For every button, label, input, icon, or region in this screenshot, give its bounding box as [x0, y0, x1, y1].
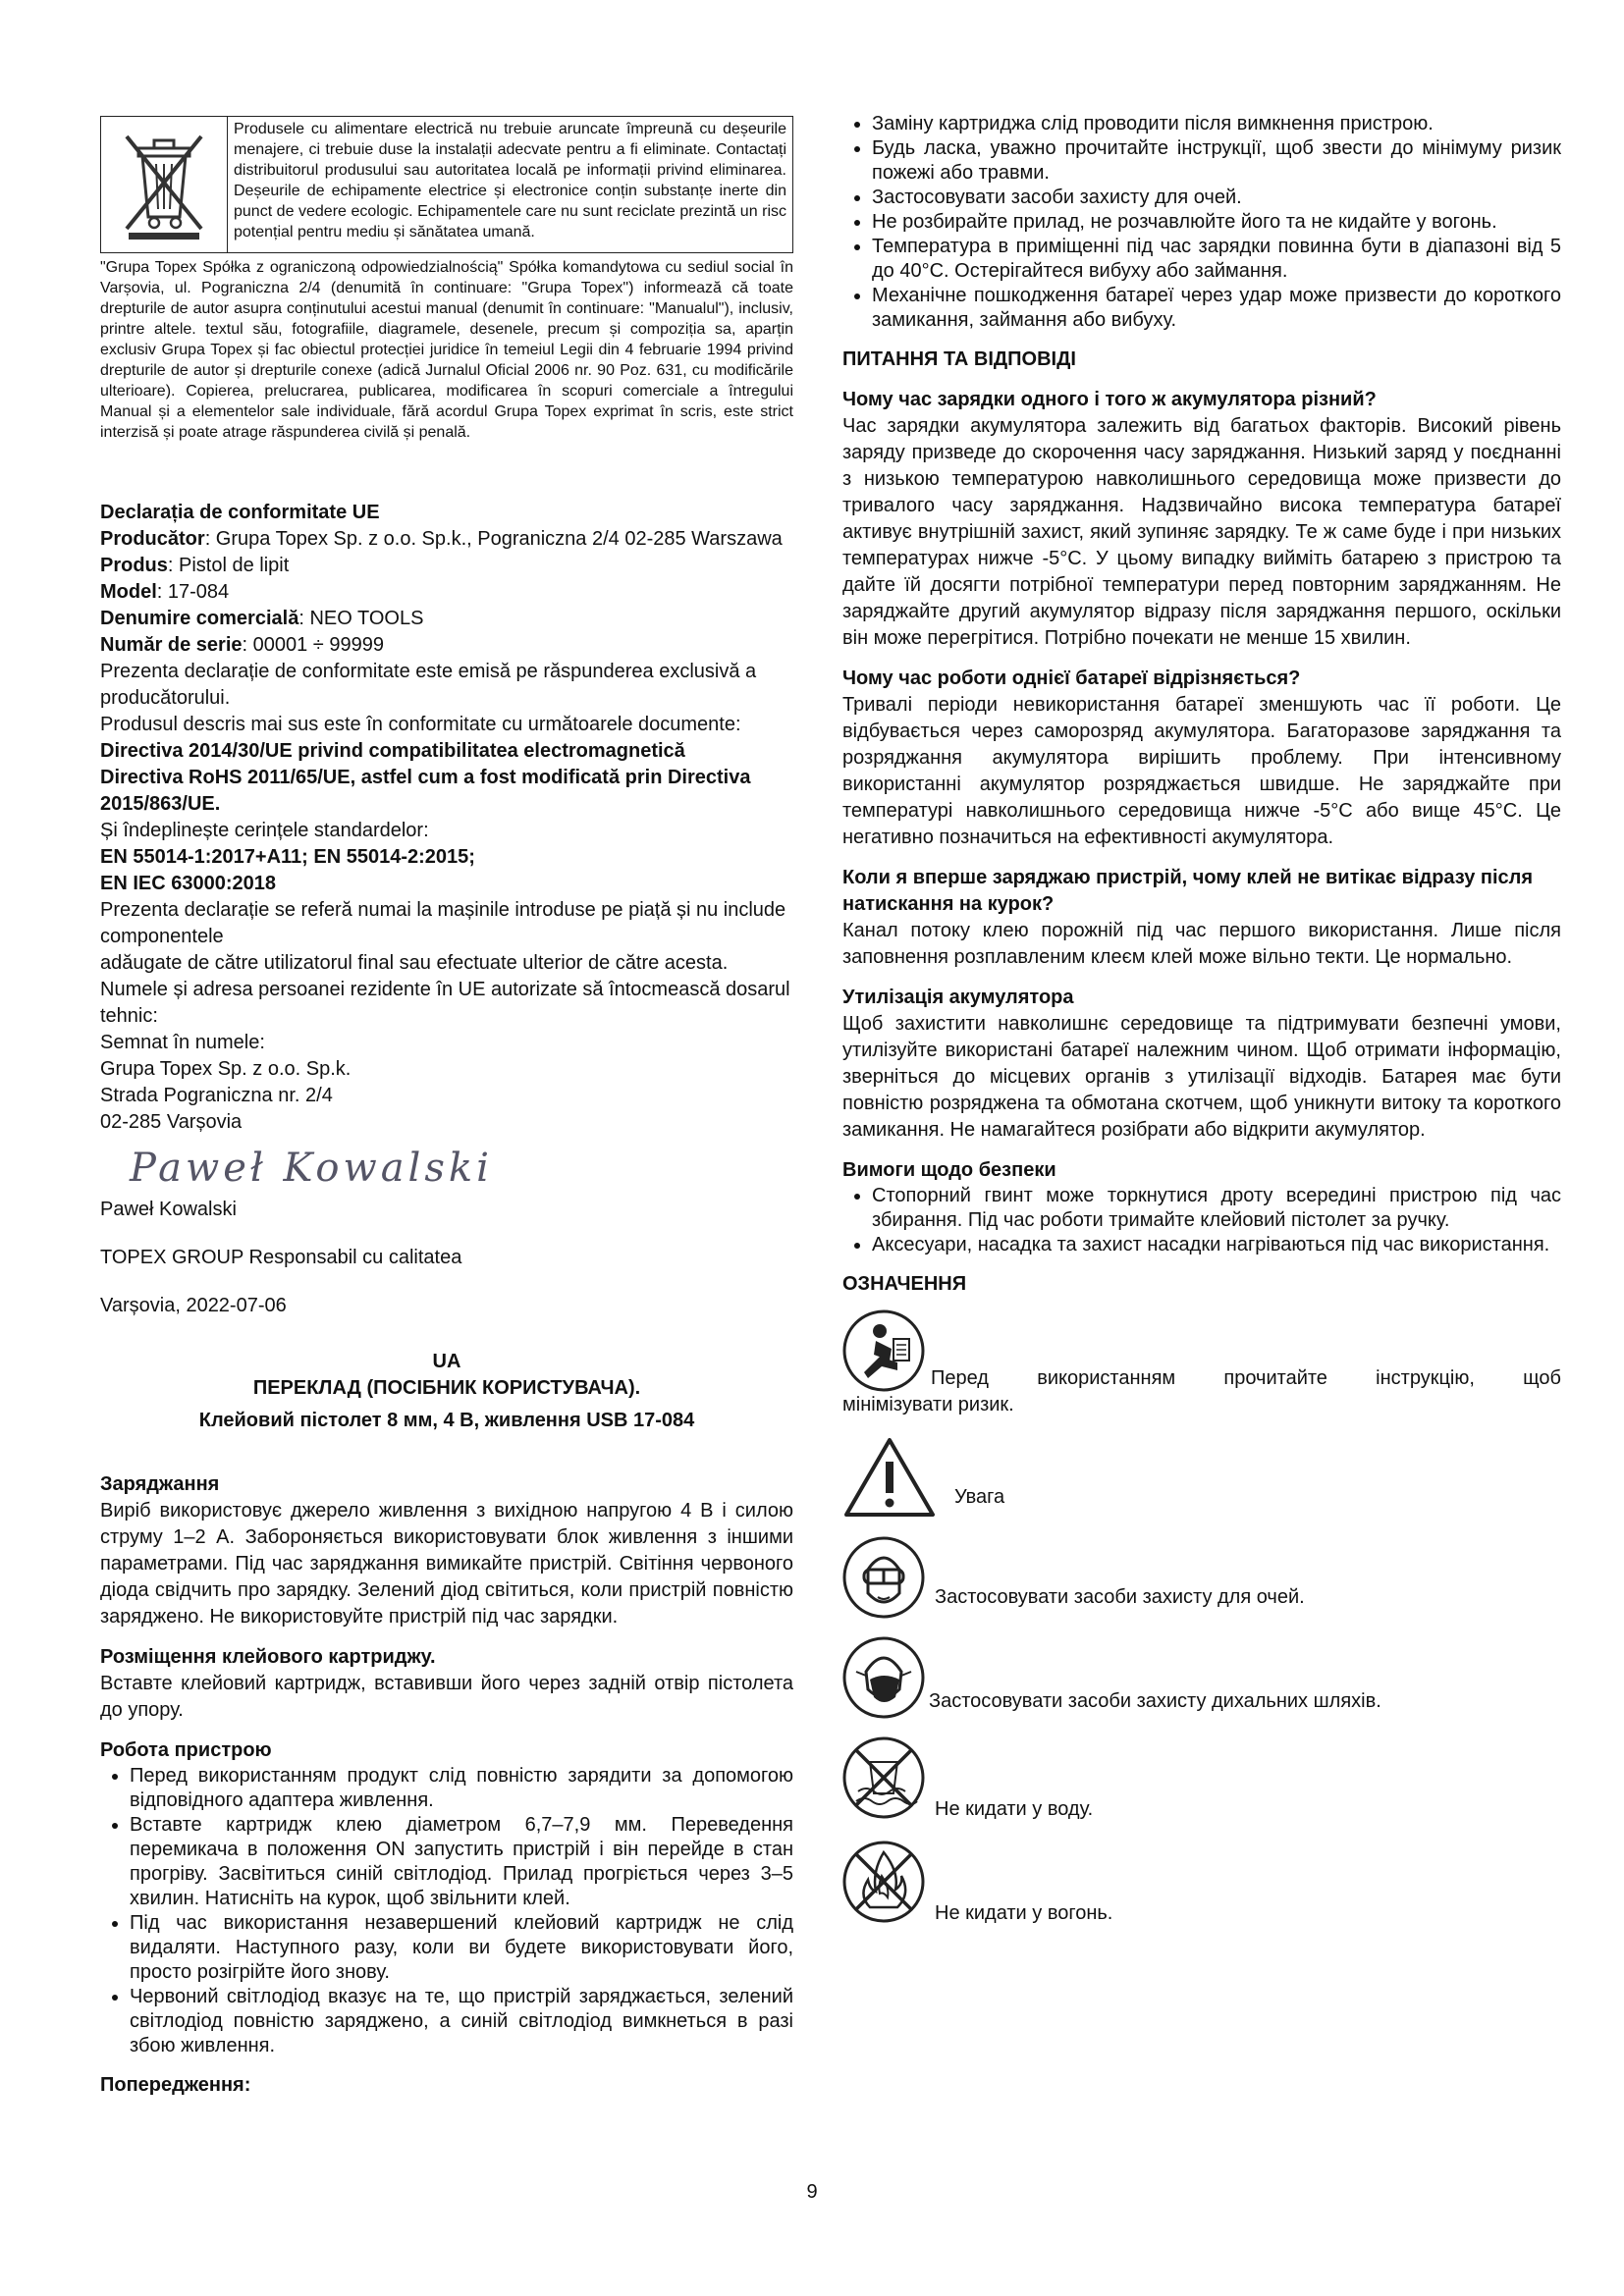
product-subtitle: Клейовий пістолет 8 мм, 4 В, живлення USB 17-084 — [198, 1410, 695, 1431]
declaration-text: Prezenta declarație de conformitate este emisă pe răspunderea exclusivă a producătorului. — [100, 661, 757, 709]
list-item: • Вставте картридж клею діаметром 6,7–7,9 мм. Переведення перемикача в положення ON запустить пристрій і він перейде в стан прогріву. Засвітиться синій світлодіод. Прилад прогріється через 3–5 хвилин. Натисніть на курок, щоб звільнити клей. — [130, 1813, 793, 1911]
answer: Канал потоку клею порожній під час першого використання. Лише після заповнення розплавленим клеєм клей може вільно текти. Це нормально. — [842, 920, 1561, 968]
warnings-list — [842, 112, 1561, 333]
symbol-read-manual — [842, 1309, 1561, 1392]
no-water-icon — [842, 1733, 925, 1823]
symbol-no-water — [842, 1733, 1561, 1823]
signatory-role: TOPEX GROUP Responsabil cu calitatea — [100, 1247, 462, 1268]
copyright-notice: "Grupa Topex Spółka z ograniczoną odpowiedzialnością" Spółka komandytowa cu sediul social în Varșovia, ul. Pograniczna 2/4 (denumită în continuare: "Grupa Topex") informează că toate drepturile de autor asupra conținutului acestui manual (denumit în continuare: "Manualul"), inclusiv, printre altele. textul său, fotografiile, diagramele, desenele, precum și compoziția sa, aparțin exclusiv Grupa Topex și fac obiectul protecției juridice în temeiul Legii din 4 februarie 1994 privind drepturile de autor și drepturile conexe (adică Jurnalul Oficial 2006 nr. 90 Poz. 631, cu modificările ulterioare). Copierea, prelucrarea, publicarea, modificarea în scopuri comerciale a întregului Manual și a elementelor sale individuale, fără acordul Grupa Topex exprimat în scris, este strict interzisă și poate atrage răspunderea civilă și penală. — [100, 259, 793, 441]
language-code: UA — [432, 1351, 461, 1372]
question: Коли я вперше заряджаю пристрій, чому клей не витікає відразу після натискання на курок? — [842, 867, 1534, 915]
symbol-eye-protection — [842, 1536, 1561, 1619]
ua-header — [100, 1349, 793, 1434]
symbol-warning — [842, 1436, 1561, 1519]
standard: EN IEC 63000:2018 — [100, 873, 277, 894]
address-line: Strada Pograniczna nr. 2/4 — [100, 1085, 333, 1106]
crossed-bin-icon — [101, 117, 228, 252]
read-manual-icon — [842, 1309, 925, 1392]
declaration — [100, 500, 793, 1319]
list-item: • Аксесуари, насадка та захист насадки нагріваються під час використання. — [872, 1233, 1561, 1257]
page-number: 9 — [806, 2181, 818, 2203]
weee-text: Produsele cu alimentare electrică nu trebuie aruncate împreună cu deșeurile menajere, ci trebuie duse la instalații adecvate pentru a fi eliminate. Contactați distribuitorul produsului sau autoritatea locală pe informații privind eliminarea. Deșeurile de echipamente electrice și electronice conțin substanțe inerte din punct de vedere ecologic. Echipamentele care nu sunt reciclate prezintă un risc potențial pentru mediu și sănătatea umană. — [234, 121, 786, 240]
address-line: Grupa Topex Sp. z o.o. Sp.k. — [100, 1058, 352, 1080]
symbol-label: Не кидати у вогонь. — [935, 1902, 1113, 1924]
symbol-label: Перед використанням прочитайте інструкцію, щоб — [931, 1367, 1561, 1389]
directive: Directiva RoHS 2011/65/UE, astfel cum a fost modificată prin Directiva 2015/863/UE. — [100, 767, 751, 815]
declaration-text: Și îndeplinește cerințele standardelor: — [100, 820, 429, 841]
serial-line: Număr de serie: 00001 ÷ 99999 — [100, 634, 384, 656]
warning-triangle-icon — [842, 1436, 937, 1519]
symbol-label: Увага — [954, 1486, 1005, 1508]
operation-heading: Робота пристрою — [100, 1739, 272, 1761]
left-column — [100, 116, 793, 2099]
directive: Directiva 2014/30/UE privind compatibilitatea electromagnetică — [100, 740, 685, 762]
symbol-label: мінімізувати ризик. — [842, 1394, 1014, 1415]
cartridge-heading: Розміщення клейового картриджу. — [100, 1646, 436, 1668]
disposal-heading: Утилізація акумулятора — [842, 987, 1074, 1008]
warnings-heading: Попередження: — [100, 2074, 251, 2096]
translation-title: ПЕРЕКЛАД (ПОСІБНИК КОРИСТУВАЧА). — [252, 1377, 641, 1399]
standard: EN 55014-1:2017+A11; EN 55014-2:2015; — [100, 846, 475, 868]
safety-heading: Вимоги щодо безпеки — [842, 1159, 1056, 1181]
weee-box — [100, 116, 793, 253]
product-line: Produs: Pistol de lipit — [100, 555, 290, 576]
list-item: • Будь ласка, уважно прочитайте інструкції, щоб звести до мінімуму ризик пожежі або травми. — [872, 136, 1561, 186]
signature: Paweł Kowalski — [130, 1146, 493, 1191]
symbol-label: Не кидати у воду. — [935, 1798, 1094, 1820]
declaration-date: Varșovia, 2022-07-06 — [100, 1295, 287, 1316]
address-line: 02-285 Varșovia — [100, 1111, 243, 1133]
signatory-name: Paweł Kowalski — [100, 1199, 237, 1220]
list-item: • Застосовувати засоби захисту для очей. — [872, 186, 1561, 210]
symbol-label: Застосовувати засоби захисту для очей. — [935, 1586, 1305, 1608]
list-item: • Перед використанням продукт слід повністю зарядити за допомогою відповідного адаптера живлення. — [130, 1764, 793, 1813]
trade-name-line: Denumire comercială: NEO TOOLS — [100, 608, 424, 629]
question: Чому час зарядки одного і того ж акумулятора різний? — [842, 389, 1377, 410]
list-item: • Стопорний гвинт може торкнутися дроту всередині пристрою під час збирання. Під час роботи тримайте клейовий пістолет за ручку. — [872, 1184, 1561, 1233]
question: Чому час роботи однієї батареї відрізняється? — [842, 667, 1301, 689]
declaration-text: Prezenta declarație se referă numai la mașinile introduse pe piață și nu include componentele — [100, 899, 786, 947]
symbol-label: Застосовувати засоби захисту дихальних шляхів. — [929, 1690, 1381, 1712]
disposal-text: Щоб захистити навколишнє середовище та підтримувати безпечні умови, утилізуйте використані батареї належним чином. Щоб отримати інформацію, зверніться до місцевих органів з утилізації відходів. Батарея має бути повністю розряджена та обмотана скотчем, щоб уникнути витоку та короткого замикання. Не намагайтеся розібрати або відкрити акумулятор. — [842, 1013, 1561, 1141]
no-fire-icon — [842, 1837, 925, 1927]
goggles-icon — [842, 1536, 925, 1619]
list-item: • Механічне пошкодження батареї через удар може призвести до короткого замикання, займання або вибуху. — [872, 284, 1561, 333]
list-item: • Під час використання незавершений клейовий картридж не слід видаляти. Наступного разу, коли ви будете використовувати його, просто розігрійте його знову. — [130, 1911, 793, 1985]
charging-heading: Заряджання — [100, 1473, 220, 1495]
right-column — [842, 113, 1561, 1927]
declaration-text: Semnat în numele: — [100, 1032, 265, 1053]
answer: Час зарядки акумулятора залежить від багатьох факторів. Високий рівень заряду призведе до скорочення часу заряджання. Низький заряд у поєднанні з низькою температурою навколишнього середовища може призвести до тривалого часу заряджання. Надзвичайно висока температура батареї активує внутрішній захист, який зупиняє зарядку. Те ж саме буде і при низьких температурах нижче -5°C. У цьому випадку вийміть батарею з пристрою та дайте їй досягти потрібної температури перед повторним заряджанням. Не заряджайте другий акумулятор відразу після заряджання першого, оскільки він може перегрітися. Потрібно почекати не менше 15 хвилин. — [842, 415, 1561, 649]
symbol-no-fire — [842, 1837, 1561, 1927]
declaration-title: Declarația de conformitate UE — [100, 502, 380, 523]
charging-text: Виріб використовує джерело живлення з вихідною напругою 4 В і силою струму 1–2 А. Забороняється використовувати блок живлення з іншими параметрами. Під час заряджання вимикайте пристрій. Світіння червоного діода свідчить про зарядку. Зелений діод світиться, коли пристрій повністю заряджено. Не використовуйте пристрій під час зарядки. — [100, 1500, 793, 1628]
list-item: • Червоний світлодіод вказує на те, що пристрій заряджається, зелений світлодіод повністю заряджено, а синій світлодіод вимкнеться в разі збою живлення. — [130, 1985, 793, 2058]
list-item: • Заміну картриджа слід проводити після вимкнення пристрою. — [872, 112, 1561, 136]
symbol-respiratory-protection — [842, 1636, 1561, 1719]
list-item: • Температура в приміщенні під час зарядки повинна бути в діапазоні від 5 до 40°C. Остерігайтеся вибуху або займання. — [872, 235, 1561, 284]
cartridge-text: Вставте клейовий картридж, вставивши його через задній отвір пістолета до упору. — [100, 1673, 793, 1721]
model-line: Model: 17-084 — [100, 581, 230, 603]
safety-list — [842, 1184, 1561, 1257]
answer: Тривалі періоди невикористання батареї зменшують час її роботи. Це відбувається через саморозряд акумулятора. Багаторазове заряджання та розряджання акумулятора вирішить проблему. При інтенсивному використанні акумулятор розряджається швидше. Не заряджайте при температурі навколишнього середовища нижче -5°C або вище 45°C. Це негативно позначиться на ефективності акумулятора. — [842, 694, 1561, 848]
respirator-icon — [842, 1636, 925, 1719]
declaration-text: Numele și adresa persoanei rezidente în UE autorizate să întocmească dosarul tehnic: — [100, 979, 790, 1027]
operation-list — [100, 1764, 793, 2058]
declaration-text: Produsul descris mai sus este în conformitate cu următoarele documente: — [100, 714, 741, 735]
producer-line: Producător: Grupa Topex Sp. z o.o. Sp.k., Pograniczna 2/4 02-285 Warszawa — [100, 528, 783, 550]
declaration-text: adăugate de către utilizatorul final sau efectuate ulterior de către acesta. — [100, 952, 729, 974]
qa-heading: ПИТАННЯ ТА ВІДПОВІДІ — [842, 348, 1076, 370]
markings-heading: ОЗНАЧЕННЯ — [842, 1273, 967, 1295]
list-item: • Не розбирайте прилад, не розчавлюйте його та не кидайте у вогонь. — [872, 210, 1561, 235]
